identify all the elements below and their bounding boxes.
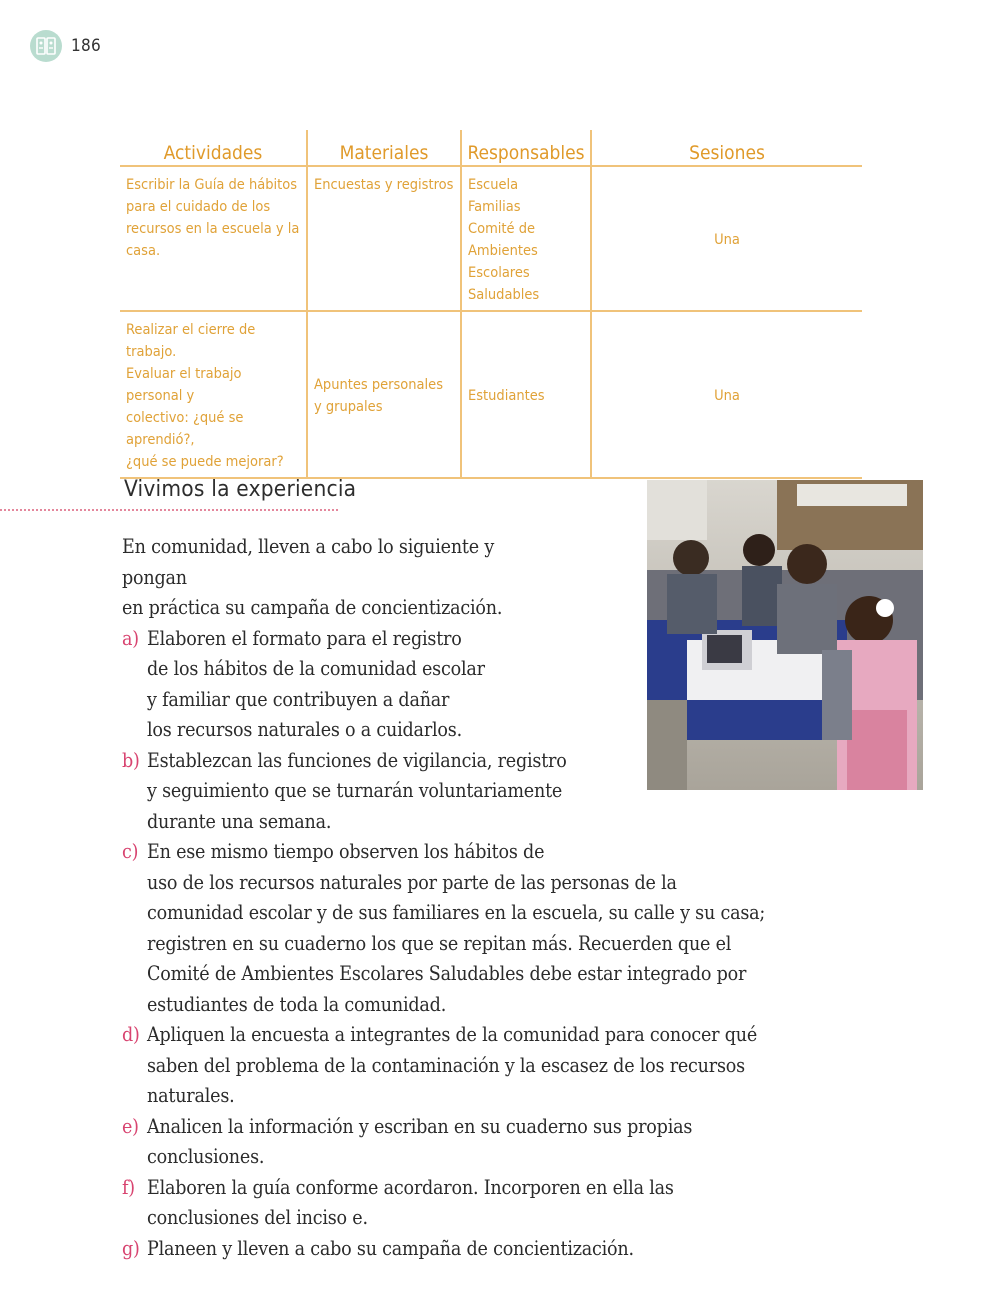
text-line: saben del problema de la contaminación y la escasez de los recursos <box>147 1053 745 1077</box>
column-header-actividades: Actividades <box>120 130 307 166</box>
list-item <box>122 746 765 838</box>
activities-table <box>120 130 862 479</box>
text-line: los recursos naturales o a cuidarlos. <box>147 718 462 741</box>
list-item <box>122 837 765 1020</box>
step-body <box>147 1173 674 1234</box>
cell-line: colectivo: ¿qué se aprendió?, <box>126 410 244 448</box>
text-line: Establezcan las funciones de vigilancia, registro <box>147 748 567 772</box>
text-line: En comunidad, lleven a cabo lo siguiente y pongan <box>122 535 495 589</box>
cell-materiales <box>307 311 461 478</box>
table-row <box>120 166 862 311</box>
cell-line: Escribir la Guía de hábitos <box>126 177 298 193</box>
text-line: registren en su cuaderno los que se repitan más. Recuerden que el <box>147 931 732 955</box>
cell-line: Realizar el cierre de trabajo. <box>126 322 256 360</box>
cell-line: Comité de <box>468 221 536 237</box>
list-marker: f) <box>122 1175 135 1199</box>
cell-sesiones: Una <box>591 166 862 311</box>
cell-line: y grupales <box>314 399 383 415</box>
text-line: y seguimiento que se turnarán voluntariamente <box>147 779 563 802</box>
section-divider <box>0 509 338 511</box>
table-header-row <box>120 130 862 166</box>
step-body <box>147 1234 634 1265</box>
text-line: en práctica su campaña de concientización. <box>122 596 503 619</box>
column-header-responsables: Responsables <box>461 130 591 166</box>
text-line: Analicen la información y escriban en su cuaderno sus propias <box>147 1114 693 1138</box>
step-body <box>147 624 485 746</box>
column-header-materiales: Materiales <box>307 130 461 166</box>
list-item <box>122 624 765 746</box>
cell-line: Escolares <box>468 265 530 281</box>
list-item <box>122 1020 765 1112</box>
intro-paragraph <box>122 532 562 624</box>
cell-line: recursos en la escuela y la <box>126 221 300 237</box>
cell-sesiones: Una <box>591 311 862 478</box>
text-line: durante una semana. <box>147 809 332 833</box>
text-line: conclusiones del inciso e. <box>147 1206 368 1229</box>
list-marker: g) <box>122 1236 140 1260</box>
text-line: y familiar que contribuyen a dañar <box>147 687 450 711</box>
step-body <box>147 1112 692 1173</box>
table-row <box>120 311 862 478</box>
section-title: Vivimos la experiencia <box>124 476 357 502</box>
list-marker: d) <box>122 1023 140 1046</box>
text-line: uso de los recursos naturales por parte de las personas de la <box>147 870 677 894</box>
list-item <box>122 1112 765 1173</box>
cell-actividades <box>120 166 307 311</box>
column-header-sesiones: Sesiones <box>591 130 862 166</box>
cell-line: Apuntes personales <box>314 377 443 393</box>
text-line: conclusiones. <box>147 1145 265 1168</box>
cell-line: Evaluar el trabajo personal y <box>126 366 242 404</box>
cell-line: Escuela <box>468 177 519 193</box>
cell-line: Saludables <box>468 287 540 303</box>
list-marker: a) <box>122 626 139 650</box>
step-body <box>147 837 765 1020</box>
list-item <box>122 1234 765 1265</box>
text-line: Planeen y lleven a cabo su campaña de concientización. <box>147 1236 634 1260</box>
cell-line: ¿qué se puede mejorar? <box>126 454 284 470</box>
cell-line: para el cuidado de los <box>126 199 271 215</box>
cell-line: casa. <box>126 243 161 259</box>
text-line: Elaboren el formato para el registro <box>147 626 462 650</box>
instructions <box>122 532 765 1264</box>
text-line: de los hábitos de la comunidad escolar <box>147 657 485 680</box>
cell-materiales <box>307 166 461 311</box>
text-line: En ese mismo tiempo observen los hábitos de <box>147 840 545 863</box>
list-item <box>122 1173 765 1234</box>
step-body <box>147 746 567 838</box>
list-marker: b) <box>122 748 140 772</box>
cell-line: Familias <box>468 199 521 215</box>
text-line: estudiantes de toda la comunidad. <box>147 992 447 1016</box>
cell-line: Ambientes <box>468 243 538 259</box>
text-line: Comité de Ambientes Escolares Saludables debe estar integrado por <box>147 962 747 985</box>
cell-actividades <box>120 311 307 478</box>
list-marker: c) <box>122 840 139 863</box>
cell-responsables <box>461 166 591 311</box>
page-header <box>30 30 101 62</box>
step-body <box>147 1020 757 1112</box>
cell-responsables <box>461 311 591 478</box>
cell-line: Estudiantes <box>468 388 545 404</box>
text-line: Elaboren la guía conforme acordaron. Incorporen en ella las <box>147 1175 674 1199</box>
text-line: naturales. <box>147 1084 235 1107</box>
cell-line: Encuestas y registros <box>314 177 454 193</box>
book-emblem-icon <box>30 30 62 62</box>
steps-list <box>122 624 765 1265</box>
text-line: Apliquen la encuesta a integrantes de la comunidad para conocer qué <box>147 1023 758 1046</box>
page-number: 186 <box>71 36 102 56</box>
list-marker: e) <box>122 1114 139 1138</box>
text-line: comunidad escolar y de sus familiares en la escuela, su calle y su casa; <box>147 901 766 924</box>
